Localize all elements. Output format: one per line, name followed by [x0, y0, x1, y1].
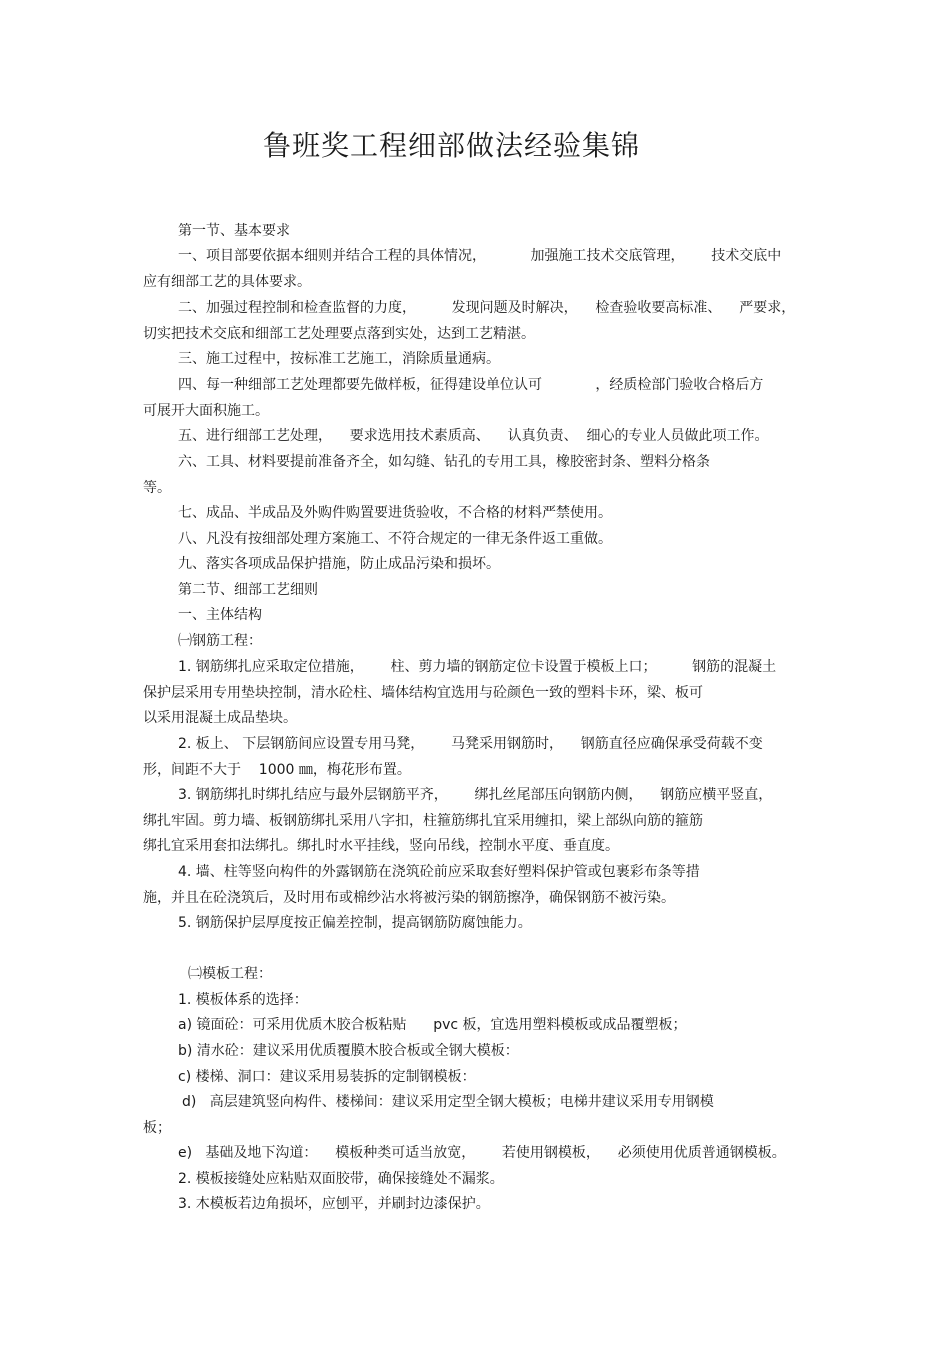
subsection-heading: 一、主体结构	[178, 607, 262, 623]
paragraph-line: 4. 墙、柱等竖向构件的外露钢筋在浇筑砼前应采取套好塑料保护管或包裹彩布条等措	[178, 864, 700, 880]
list-item: 板；	[143, 1120, 171, 1136]
paragraph-line: 二、加强过程控制和检查监督的力度， 发现问题及时解决， 检查验收要高标准、 严要求，	[178, 300, 796, 316]
paragraph-line: 一、项目部要依据本细则并结合工程的具体情况， 加强施工技术交底管理， 技术交底中	[178, 248, 782, 264]
paragraph-line: 绑扎牢固。剪力墙、板钢筋绑扎采用八字扣，柱箍筋绑扎宜采用缠扣，梁上部纵向筋的箍筋	[143, 813, 703, 829]
subsection-heading: ㈡模板工程：	[188, 966, 272, 982]
paragraph-line: 施，并且在砼浇筑后，及时用布或棉纱沾水将被污染的钢筋擦净，确保钢筋不被污染。	[143, 890, 675, 906]
paragraph-line: 应有细部工艺的具体要求。	[143, 274, 311, 290]
list-item: d) 高层建筑竖向构件、楼梯间：建议采用定型全钢大模板；电梯井建议采用专用钢模	[182, 1094, 714, 1110]
list-item: e) 基础及地下沟道： 模板种类可适当放宽， 若使用钢模板， 必须使用优质普通钢模板。	[178, 1145, 786, 1161]
paragraph-line: 六、工具、材料要提前准备齐全，如勾缝、钻孔的专用工具，橡胶密封条、塑料分格条	[178, 454, 710, 470]
paragraph-line: 可展开大面积施工。	[143, 403, 269, 419]
paragraph-line: 2. 模板接缝处应粘贴双面胶带，确保接缝处不漏浆。	[178, 1171, 504, 1187]
section-heading: 第二节、细部工艺细则	[178, 582, 318, 598]
paragraph-line: 3. 木模板若边角损坏，应刨平，并刷封边漆保护。	[178, 1196, 490, 1212]
document-title: 鲁班奖工程细部做法经验集锦	[262, 129, 640, 162]
list-item: c) 楼梯、洞口：建议采用易装拆的定制钢模板：	[178, 1069, 476, 1085]
paragraph-line: 1. 模板体系的选择：	[178, 992, 308, 1008]
paragraph-line: 九、落实各项成品保护措施，防止成品污染和损坏。	[178, 556, 500, 572]
paragraph-line: 四、每一种细部工艺处理都要先做样板，征得建设单位认可 ，经质检部门验收合格后方	[178, 377, 764, 393]
list-item: b) 清水砼：建议采用优质覆膜木胶合板或全钢大模板：	[178, 1043, 519, 1059]
section-heading: 第一节、基本要求	[178, 223, 290, 239]
paragraph-line: 5. 钢筋保护层厚度按正偏差控制，提高钢筋防腐蚀能力。	[178, 915, 532, 931]
paragraph-line: 三、施工过程中，按标准工艺施工，消除质量通病。	[178, 351, 500, 367]
subsection-heading: ㈠钢筋工程：	[178, 633, 262, 649]
paragraph-line: 3. 钢筋绑扎时绑扎结应与最外层钢筋平齐， 绑扎丝尾部压向钢筋内侧， 钢筋应横平竖直，	[178, 787, 773, 803]
paragraph-line: 形，间距不大于 1000 ㎜，梅花形布置。	[143, 762, 411, 778]
paragraph-line: 1. 钢筋绑扎应采取定位措施， 柱、剪力墙的钢筋定位卡设置于模板上口； 钢筋的混凝土	[178, 659, 777, 675]
paragraph-line: 七、成品、半成品及外购件购置要进货验收，不合格的材料严禁使用。	[178, 505, 612, 521]
paragraph-line: 五、进行细部工艺处理， 要求选用技术素质高、 认真负责、 细心的专业人员做此项工作。	[178, 428, 769, 444]
list-item: a) 镜面砼：可采用优质木胶合板粘贴 pvc 板，宜选用塑料模板或成品覆塑板；	[178, 1017, 687, 1033]
paragraph-line: 保护层采用专用垫块控制，清水砼柱、墙体结构宜选用与砼颜色一致的塑料卡环，梁、板可	[143, 685, 703, 701]
paragraph-line: 切实把技术交底和细部工艺处理要点落到实处，达到工艺精湛。	[143, 326, 535, 342]
paragraph-line: 绑扎宜采用套扣法绑扎。绑扎时水平挂线，竖向吊线，控制水平度、垂直度。	[143, 838, 619, 854]
paragraph-line: 以采用混凝土成品垫块。	[143, 710, 297, 726]
paragraph-line: 2. 板上、 下层钢筋间应设置专用马凳， 马凳采用钢筋时， 钢筋直径应确保承受荷载不变	[178, 736, 763, 752]
paragraph-line: 等。	[143, 480, 171, 496]
paragraph-line: 八、凡没有按细部处理方案施工、不符合规定的一律无条件返工重做。	[178, 531, 612, 547]
